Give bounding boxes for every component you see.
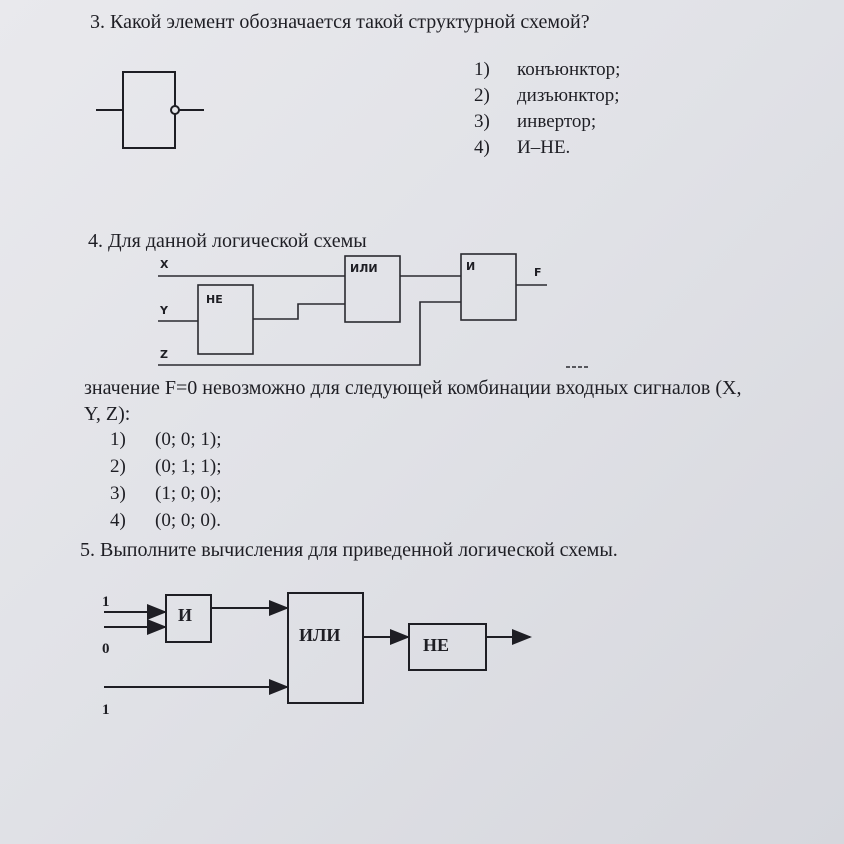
q4-label-or: ИЛИ (350, 262, 378, 275)
q5-gate-or-box (288, 593, 363, 703)
q4-label-y: Y (160, 304, 168, 317)
q5-label-and: И (178, 605, 193, 625)
q4-question-cont-2: Y, Z): (84, 403, 131, 425)
q5-question: 5. Выполните вычисления для приведенной логической схемы. (80, 539, 618, 561)
q3-option-4-text: И–НЕ. (517, 137, 571, 158)
q3-option-1-text: конъюнктор; (517, 59, 621, 80)
q4-option-4-num: 4) (110, 510, 126, 531)
q5-label-or: ИЛИ (299, 625, 341, 645)
q4-label-not: НЕ (206, 293, 223, 306)
q4-question-cont-1: значение F=0 невозможно для следующей комбинации входных сигналов (X, (84, 377, 742, 399)
q3-option-3-text: инвертор; (517, 111, 597, 132)
q4-question-start: 4. Для данной логической схемы (88, 230, 367, 252)
q4-option-3-num: 3) (110, 483, 126, 504)
q4-label-and: И (466, 260, 476, 273)
q4-option-2-num: 2) (110, 456, 126, 477)
q5-label-input-mid: 0 (102, 641, 110, 657)
q5-label-input-bottom: 1 (102, 702, 110, 718)
q3-question: 3. Какой элемент обозначается такой структурной схемой? (90, 11, 590, 33)
q4-label-z: Z (160, 348, 168, 361)
q4-option-4-text: (0; 0; 0). (155, 510, 221, 531)
q3-option-4-num: 4) (474, 137, 490, 158)
q3-option-2-num: 2) (474, 85, 490, 106)
q4-option-1-text: (0; 0; 1); (155, 429, 222, 450)
q5-label-not: НЕ (423, 635, 450, 655)
q4-label-x: X (160, 258, 169, 271)
q4-option-1-num: 1) (110, 429, 126, 450)
q4-option-3-text: (1; 0; 0); (155, 483, 222, 504)
q3-option-1-num: 1) (474, 59, 490, 80)
q5-label-input-top: 1 (102, 594, 110, 610)
q4-label-f: F (534, 266, 542, 279)
q3-option-3-num: 3) (474, 111, 490, 132)
q3-option-2-text: дизъюнктор; (517, 85, 620, 106)
q4-option-2-text: (0; 1; 1); (155, 456, 222, 477)
